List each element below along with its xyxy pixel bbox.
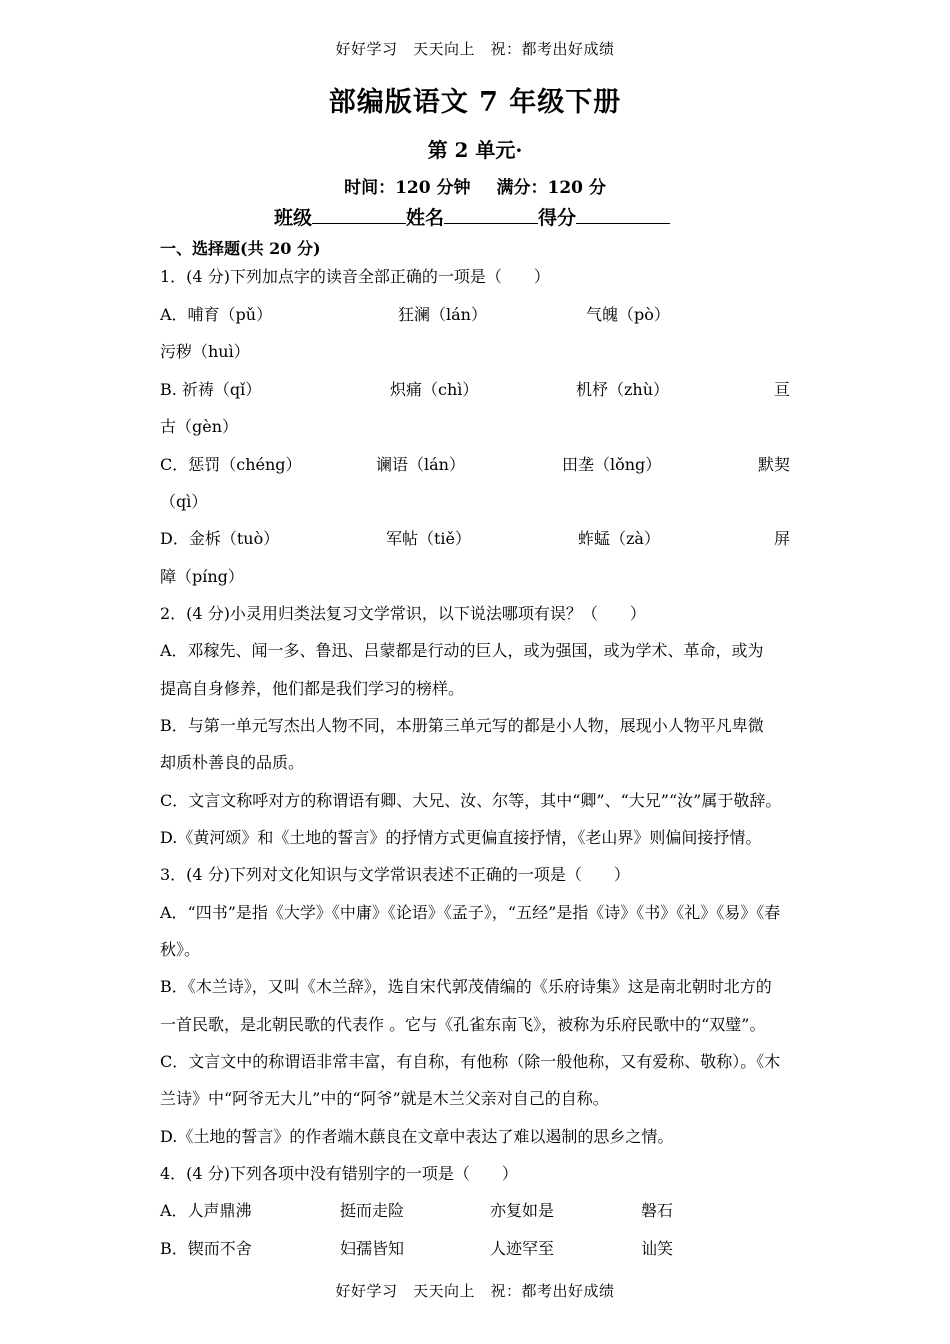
q1-c-item: 田垄（lǒng） <box>562 455 662 474</box>
q1-stem: 1．(4 分)下列加点字的读音全部正确的一项是（ ） <box>160 267 550 286</box>
section-heading: 一、选择题(共 20 分) <box>160 239 321 258</box>
q1-c-item: C．惩罚（chéng） <box>160 455 302 474</box>
q1-option-b <box>160 379 790 401</box>
q3-option-b-cont: 一首民歌，是北朝民歌的代表作 。它与《孔雀东南飞》，被称为乐府民歌中的“双璧”。 <box>160 1015 766 1034</box>
q4-b-item: 妇孺皆知 <box>340 1239 405 1258</box>
q4-a-item: 亦复如是 <box>490 1201 555 1220</box>
q2-option-b: B．与第一单元写杰出人物不同，本册第三单元写的都是小人物，展现小人物平凡卑微 <box>160 716 764 735</box>
class-label: 班级 <box>274 207 313 229</box>
q2-stem: 2．(4 分)小灵用归类法复习文学常识，以下说法哪项有误？（ ） <box>160 604 646 623</box>
q3-option-d: D.《土地的誓言》的作者端木蕻良在文章中表达了难以遏制的思乡之情。 <box>160 1127 674 1146</box>
q1-a-item: A．哺育（pǔ） <box>160 305 273 324</box>
q2-option-b-cont: 却质朴善良的品质。 <box>160 753 305 772</box>
q1-a-item: 狂澜（lán） <box>398 305 487 324</box>
q3-option-a: A．“四书”是指《大学》《中庸》《论语》《孟子》，“五经”是指《诗》《书》《礼》《易》《春 <box>160 903 781 922</box>
q1-option-a <box>160 304 790 326</box>
q4-option-a <box>160 1200 790 1222</box>
q3-option-c: C．文言文中的称谓语非常丰富，有自称，有他称（除一般他称，又有爱称、敬称）。《木 <box>160 1052 781 1071</box>
q4-b-item: 讪笑 <box>641 1239 674 1258</box>
q3-option-c-cont: 兰诗》中“阿爷无大儿”中的“阿爷”就是木兰父亲对自己的自称。 <box>160 1089 609 1108</box>
q3-option-b: B．《木兰诗》，又叫《木兰辞》，选自宋代郭茂倩编的《乐府诗集》这是南北朝时北方的 <box>160 977 772 996</box>
q2-option-a-cont: 提高自身修养，他们都是我们学习的榜样。 <box>160 679 465 698</box>
q4-option-b <box>160 1238 790 1260</box>
q1-c-item: 谰语（lán） <box>376 455 465 474</box>
q4-a-item: 磐石 <box>641 1201 674 1220</box>
page-header: 好好学习 天天向上 祝：都考出好成绩 <box>335 40 615 58</box>
q1-option-d <box>160 528 790 550</box>
q1-option-a-cont: 污秽（huì） <box>160 342 250 361</box>
q1-option-c <box>160 454 790 476</box>
q4-stem: 4．(4 分)下列各项中没有错别字的一项是（ ） <box>160 1164 518 1183</box>
student-info-line <box>274 203 694 230</box>
q4-a-item: A．人声鼎沸 <box>160 1201 252 1220</box>
full-score-label: 满分：120 分 <box>496 178 606 198</box>
q1-c-item: 默契 <box>757 455 790 474</box>
q1-d-item: D．金柝（tuò） <box>160 529 280 548</box>
q4-b-item: B．锲而不舍 <box>160 1239 252 1258</box>
score-blank[interactable] <box>576 205 670 224</box>
q1-d-item: 屏 <box>773 529 790 548</box>
q4-a-item: 挺而走险 <box>340 1201 405 1220</box>
q3-stem: 3．(4 分)下列对文化知识与文学常识表述不正确的一项是（ ） <box>160 865 630 884</box>
q1-b-item: 机杼（zhù） <box>576 380 670 399</box>
q2-option-a: A．邓稼先、闻一多、鲁迅、吕蒙都是行动的巨人，或为强国，或为学术、革命，或为 <box>160 641 764 660</box>
page-title: 部编版语文 7 年级下册 <box>328 87 622 118</box>
q1-b-item: B. 祈祷（qǐ） <box>160 380 262 399</box>
time-label: 时间：120 分钟 <box>344 178 471 198</box>
q1-a-item: 气魄（pò） <box>586 305 670 324</box>
q1-option-b-cont: 古（gèn） <box>160 417 239 436</box>
unit-subtitle: 第 2 单元· <box>427 138 523 162</box>
q1-d-item: 军帖（tiě） <box>386 529 472 548</box>
page-footer: 好好学习 天天向上 祝：都考出好成绩 <box>335 1282 615 1300</box>
q1-option-c-cont: （qì） <box>160 492 208 511</box>
name-label: 姓名 <box>406 207 445 229</box>
name-blank[interactable] <box>444 205 538 224</box>
q4-b-item: 人迹罕至 <box>490 1239 555 1258</box>
q3-option-a-cont: 秋》。 <box>160 940 201 959</box>
class-blank[interactable] <box>312 205 406 224</box>
q2-option-c: C．文言文称呼对方的称谓语有卿、大兄、汝、尔等，其中“卿”、“大兄”“汝”属于敬辞。 <box>160 791 782 810</box>
score-label: 得分 <box>538 207 577 229</box>
exam-time-score <box>0 173 950 198</box>
q1-d-item: 蚱蜢（zà） <box>578 529 660 548</box>
q1-b-item: 亘 <box>773 380 790 399</box>
q1-option-d-cont: 障（píng） <box>160 567 244 586</box>
q2-option-d: D.《黄河颂》和《土地的誓言》的抒情方式更偏直接抒情，《老山界》则偏间接抒情。 <box>160 828 762 847</box>
q1-b-item: 炽痛（chì） <box>390 380 479 399</box>
